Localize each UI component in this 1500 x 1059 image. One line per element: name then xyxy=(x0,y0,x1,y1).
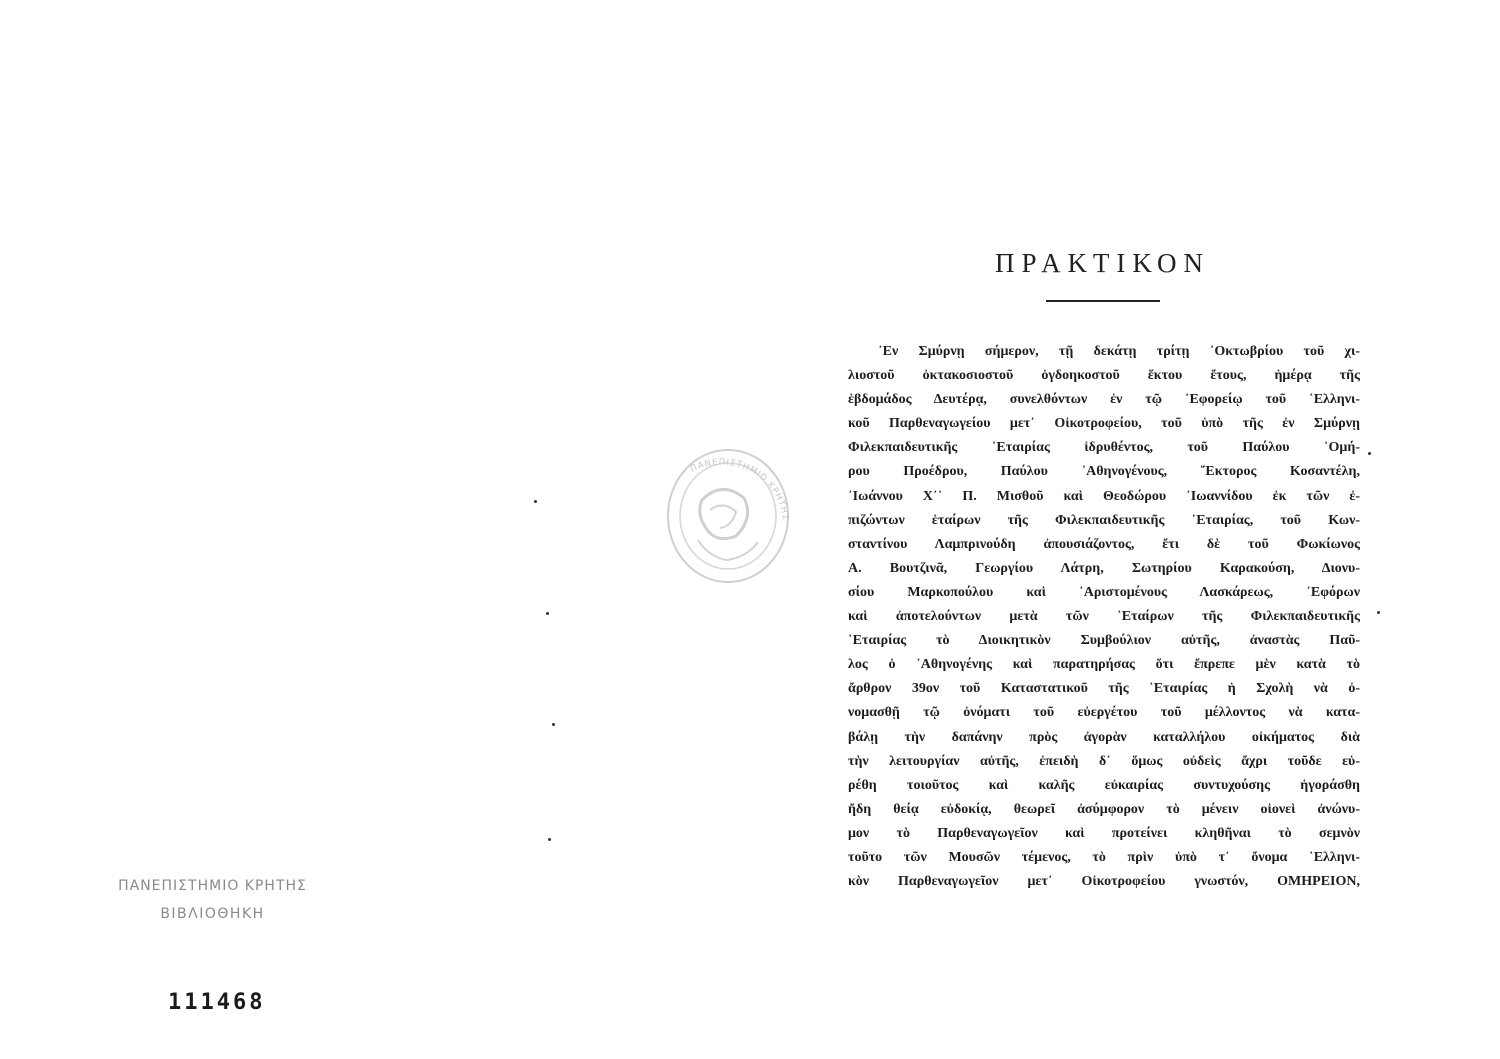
scan-speck xyxy=(1377,611,1380,614)
text-line: λιοστοῦ ὀκτακοσιοστοῦ ὀγδοηκοστοῦ ἕκτου ἔτους, ἡμέρᾳ τῆς xyxy=(848,368,1360,384)
title-underline xyxy=(1046,300,1160,302)
text-line: τοῦτο τῶν Μουσῶν τέμενος, τὸ πρὶν ὑπὸ τ᾿ ὄνομα ῾Ελληνι- xyxy=(848,849,1360,865)
document-title: ΠΡΑΚΤΙΚΟΝ xyxy=(995,248,1210,278)
text-line: ρου Προέδρου, Παύλου ᾿Αθηνογένους, ῞Εκτορος Κοσαντέλη, xyxy=(848,464,1360,480)
text-line: πιζώντων ἑταίρων τῆς Φιλεκπαιδευτικῆς ῾Εταιρίας, τοῦ Κων- xyxy=(848,512,1360,528)
text-line: ἑβδομάδος Δευτέρᾳ, συνελθόντων ἐν τῷ ᾿Εφορείῳ τοῦ ῾Ελληνι- xyxy=(848,392,1360,408)
library-stamp-line2: ΒΙΒΛΙΟΘΗΚΗ xyxy=(160,906,265,922)
body-text xyxy=(848,340,1360,894)
scan-speck xyxy=(534,500,537,503)
svg-text:ΠΑΝΕΠΙΣΤΗΜΙΟ ΚΡΗΤΗΣ xyxy=(689,457,790,521)
text-line: μον τὸ Παρθεναγωγεῖον καὶ προτείνει κληθῆναι τὸ σεμνὸν xyxy=(848,825,1360,841)
scan-speck xyxy=(552,723,555,726)
library-stamp-line1: ΠΑΝΕΠΙΣΤΗΜΙΟ ΚΡΗΤΗΣ xyxy=(118,878,307,894)
seal-text: ΠΑΝΕΠΙΣΤΗΜΙΟ ΚΡΗΤΗΣ xyxy=(688,457,791,522)
catalog-number: 111468 xyxy=(168,990,266,1015)
text-line: ἤδη θείᾳ εὐδοκίᾳ, θεωρεῖ ἀσύμφορον τὸ μένειν οἱονεὶ ἀνώνυ- xyxy=(848,801,1360,817)
text-line: σίου Μαρκοπούλου καὶ ᾿Αριστομένους Λασκάρεως, ᾿Εφόρων xyxy=(848,584,1360,600)
text-line: βάλῃ τὴν δαπάνην πρὸς ἀγορὰν καταλλήλου οἰκήματος διὰ xyxy=(848,729,1360,745)
text-line: ᾿Ιωάννου Χ᾿᾿ Π. Μισθοῦ καὶ Θεοδώρου ᾿Ιωαννίδου ἐκ τῶν ἐ- xyxy=(848,488,1360,504)
text-line: σταντίνου Λαμπρινούδη ἀπουσιάζοντος, ἔτι δὲ τοῦ Φωκίωνος xyxy=(848,536,1360,552)
text-line: λος ὁ ᾿Αθηνογένης καὶ παρατηρήσας ὅτι ἔπρεπε μὲν κατὰ τὸ xyxy=(848,657,1360,673)
library-stamp xyxy=(90,878,335,922)
text-line: Α. Βουτζινᾶ, Γεωργίου Λάτρη, Σωτηρίου Καρακούση, Διονυ- xyxy=(848,560,1360,576)
scan-speck xyxy=(548,838,551,841)
scan-speck xyxy=(1368,452,1371,455)
text-line: ἄρθρον 39ον τοῦ Καταστατικοῦ τῆς ῾Εταιρίας ἡ Σχολὴ νὰ ὀ- xyxy=(848,681,1360,697)
text-line: κοῦ Παρθεναγωγείου μετ᾿ Οἰκοτροφείου, τοῦ ὑπὸ τῆς ἐν Σμύρνῃ xyxy=(848,416,1360,432)
text-line: τὴν λειτουργίαν αὐτῆς, ἐπειδὴ δ᾿ ὅμως οὐδεὶς ἄχρι τοῦδε εὑ- xyxy=(848,753,1360,769)
text-line: κὸν Παρθεναγωγεῖον μετ᾿ Οἰκοτροφείου γνωστόν, ΟΜΗΡΕΙΟΝ, xyxy=(848,874,1360,890)
text-line: ρέθη τοιοῦτος καὶ καλῆς εὐκαιρίας συντυχούσης ἠγοράσθη xyxy=(848,777,1360,793)
text-line: Φιλεκπαιδευτικῆς ῾Εταιρίας ἱδρυθέντος, τοῦ Παύλου ῾Ομή- xyxy=(848,440,1360,456)
text-line: νομασθῇ τῷ ὀνόματι τοῦ εὐεργέτου τοῦ μέλλοντος νὰ κατα- xyxy=(848,705,1360,721)
scan-speck xyxy=(546,612,549,615)
university-seal xyxy=(662,440,797,590)
text-line: ῾Εταιρίας τὸ Διοικητικὸν Συμβούλιον αὐτῆς, ἀναστὰς Παῦ- xyxy=(848,633,1360,649)
text-line: καὶ ἀποτελούντων μετὰ τῶν ῾Εταίρων τῆς Φιλεκπαιδευτικῆς xyxy=(848,609,1360,625)
text-line: ᾿Εν Σμύρνῃ σήμερον, τῇ δεκάτῃ τρίτῃ ᾿Οκτωβρίου τοῦ χι- xyxy=(878,344,1360,359)
